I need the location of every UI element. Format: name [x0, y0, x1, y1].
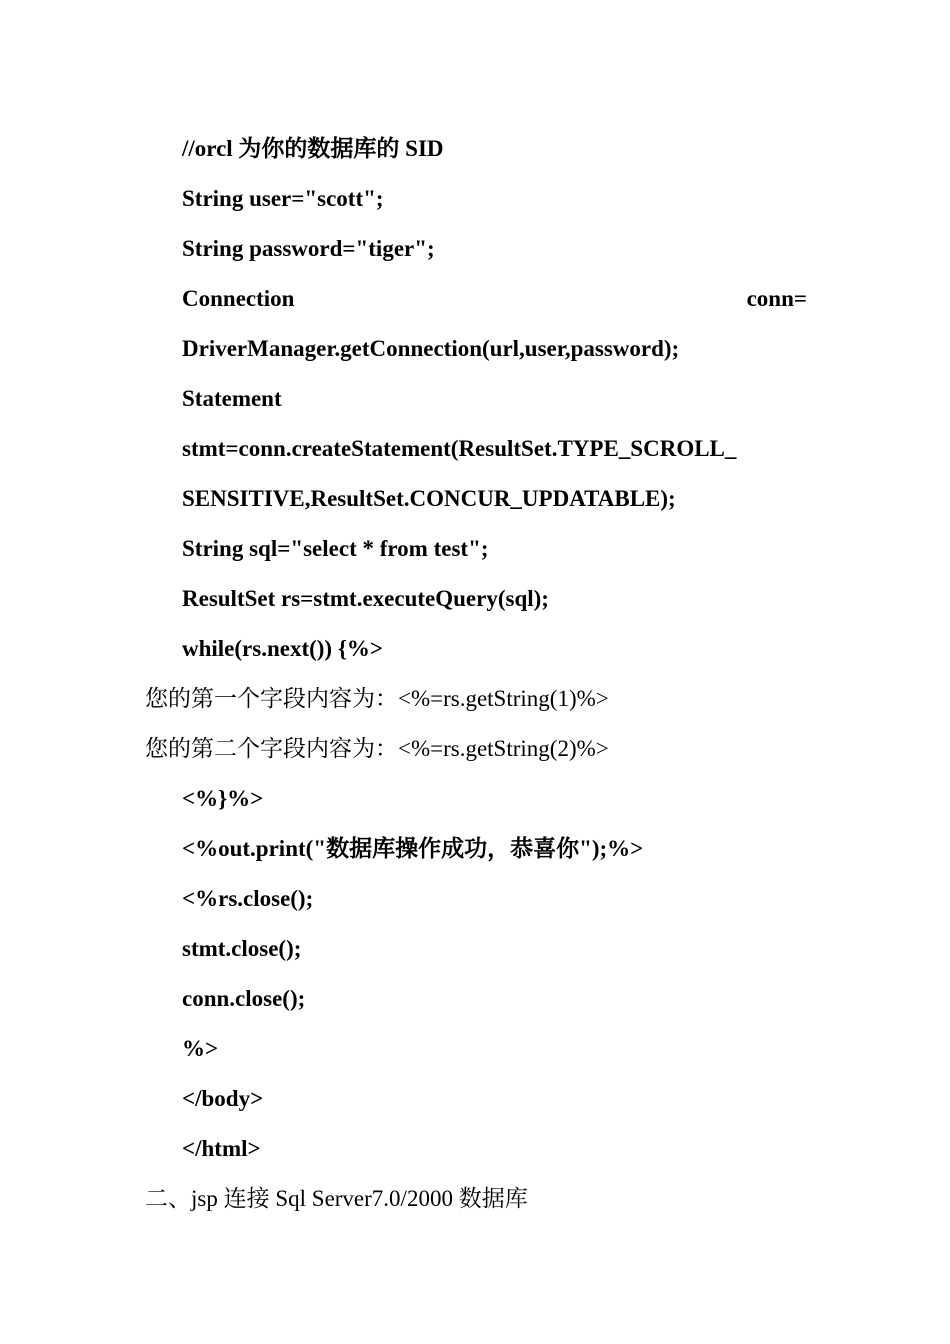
code-comment-orcl-sid: //orcl 为你的数据库的 SID [182, 136, 444, 161]
code-line-stmt-close: stmt.close(); [182, 936, 302, 961]
code-line-password: String password="tiger"; [182, 236, 435, 261]
code-line-end-body: </body> [182, 1086, 264, 1111]
code-line-create-statement: stmt=conn.createStatement(ResultSet.TYPE_SCROLL_ [182, 436, 737, 461]
code-line-while: while(rs.next()) {%> [182, 636, 384, 661]
code-line-end-html: </html> [182, 1136, 261, 1161]
code-line-rs-close: <%rs.close(); [182, 886, 314, 911]
code-line-close-brace: <%}%> [182, 786, 264, 811]
code-line-connection [182, 284, 807, 314]
code-line-execute-query: ResultSet rs=stmt.executeQuery(sql); [182, 586, 549, 611]
code-line-statement: Statement [182, 386, 282, 411]
connection-keyword: Connection [182, 286, 295, 311]
code-line-get-connection: DriverManager.getConnection(url,user,password); [182, 336, 680, 361]
text-line-field-two: 您的第二个字段内容为：<%=rs.getString(2)%> [145, 736, 609, 761]
code-line-sql: String sql="select * from test"; [182, 536, 489, 561]
code-line-statement-args: SENSITIVE,ResultSet.CONCUR_UPDATABLE); [182, 486, 676, 511]
code-line-end-scriptlet: %> [182, 1036, 219, 1061]
code-line-out-print: <%out.print("数据库操作成功，恭喜你");%> [182, 836, 644, 861]
connection-assignment: conn= [746, 286, 807, 311]
section-heading-sql-server: 二、jsp 连接 Sql Server7.0/2000 数据库 [145, 1186, 528, 1211]
code-line-user: String user="scott"; [182, 186, 384, 211]
text-line-field-one: 您的第一个字段内容为：<%=rs.getString(1)%> [145, 686, 609, 711]
code-line-conn-close: conn.close(); [182, 986, 306, 1011]
